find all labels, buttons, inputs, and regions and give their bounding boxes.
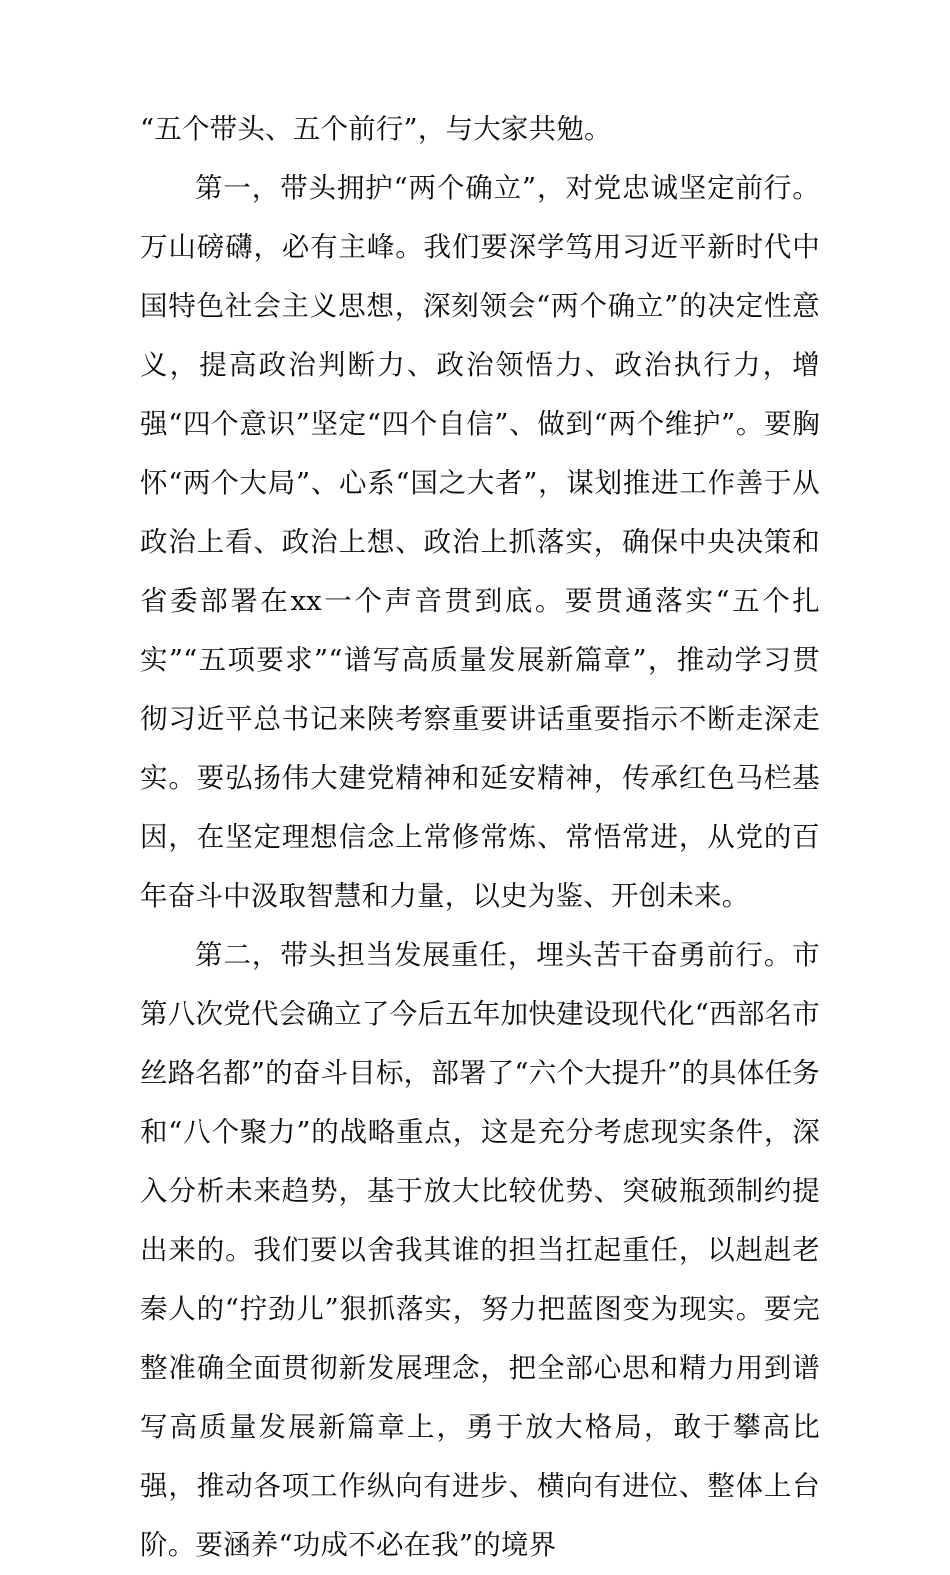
paragraph: “五个带头、五个前行”，与大家共勉。 [140, 113, 612, 145]
document-body [140, 100, 820, 1575]
paragraph: 第一，带头拥护“两个确立”，对党忠诚坚定前行。万山磅礴，必有主峰。我们要深学笃用习近平新时代中国特色社会主义思想，深刻领会“两个确立”的决定性意义，提高政治判断力、政治领悟力、政治执行力，增强“四个意识”坚定“四个自信”、做到“两个维护”。要胸怀“两个大局”、心系“国之大者”，谋划推进工作善于从政治上看、政治上想、政治上抓落实，确保中央决策和省委部署在xx一个声音贯到底。要贯通落实“五个扎实”“五项要求”“谱写高质量发展新篇章”，推动学习贯彻习近平总书记来陕考察重要讲话重要指示不断走深走实。要弘扬伟大建党精神和延安精神，传承红色马栏基因，在坚定理想信念上常修常炼、常悟常进，从党的百年奋斗中汲取智慧和力量，以史为鉴、开创未来。 [140, 172, 820, 912]
paragraph: 第二，带头担当发展重任，埋头苦干奋勇前行。市第八次党代会确立了今后五年加快建设现代化“西部名市丝路名都”的奋斗目标，部署了“六个大提升”的具体任务和“八个聚力”的战略重点，这是充分考虑现实条件，深入分析未来趋势，基于放大比较优势、突破瓶颈制约提出来的。我们要以舍我其谁的担当扛起重任，以赳赳老秦人的“拧劲儿”狠抓落实，努力把蓝图变为现实。要完整准确全面贯彻新发展理念，把全部心思和精力用到谱写高质量发展新篇章上，勇于放大格局，敢于攀高比强，推动各项工作纵向有进步、横向有进位、整体上台阶。要涵养“功成不必在我”的境界 [140, 939, 820, 1561]
